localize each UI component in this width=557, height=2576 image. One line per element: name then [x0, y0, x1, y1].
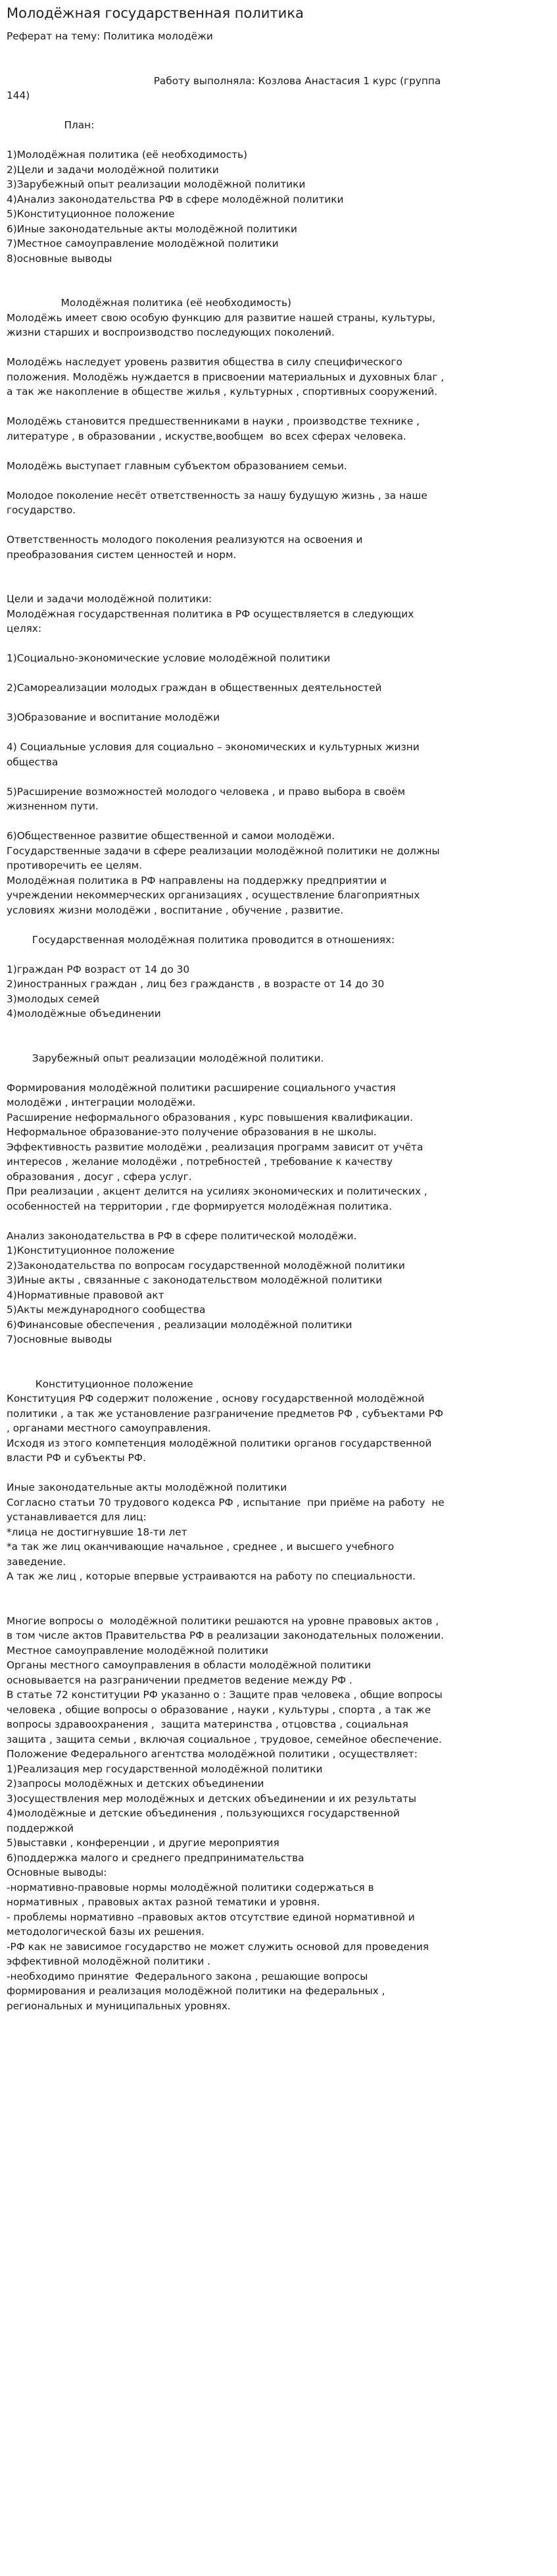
text-line: Молодёжь наследует уровень развития общества в силу специфического: [7, 356, 402, 368]
blank-line: [7, 577, 550, 592]
text-line: человека , общие вопросы о образование , науки , культуры , спорта , а так же: [7, 1703, 431, 1716]
text-line: положения. Молодёжь нуждается в присвоении материальных и духовных благ ,: [7, 371, 445, 383]
text-line: 5)Конституционное положение: [7, 208, 175, 220]
text-line: 3)Образование и воспитание молодёжи: [7, 711, 220, 723]
blank-line: [7, 473, 550, 488]
text-line: Молодёжь имеет свою особую функцию для развитие нашей страны, культуры,: [7, 311, 435, 324]
text-line: учреждении некоммерческих организациях , осуществление благоприятных: [7, 889, 420, 901]
text-line: Зарубежный опыт реализации молодёжной политики.: [7, 1052, 324, 1064]
text-line: основывается на разграничении предметов ведение между РФ .: [7, 1674, 352, 1686]
text-line: -РФ как не зависимое государство не может служить основой для проведения: [7, 1940, 429, 1953]
text-line: а так же накопление в обществе жилья , культурных , спортивных сооружений.: [7, 386, 438, 398]
text-line: Эффективность развитие молодёжи , реализация программ зависит от учёта: [7, 1141, 424, 1153]
text-line: Местное самоуправление молодёжной политики: [7, 1644, 268, 1657]
text-line: План:: [7, 119, 95, 131]
text-line: Ответственность молодого поколения реализуются на освоения и: [7, 534, 363, 546]
text-line: 3)Зарубежный опыт реализации молодёжной политики: [7, 178, 306, 190]
text-line: 1)Реализация мер государственной молодёжной политики: [7, 1763, 323, 1775]
text-line: 2)Самореализации молодых граждан в общественных деятельностей: [7, 682, 382, 694]
text-line: Государственные задачи в сфере реализации молодёжной политики не должны: [7, 844, 440, 857]
text-line: Расширение неформального образования , курс повышения квалификации.: [7, 1111, 413, 1123]
text-line: -необходимо принятие Федерального закона , решающие вопросы: [7, 1970, 368, 1982]
text-line: 5)выставки , конференции , и другие мероприятия: [7, 1837, 279, 1849]
text-line: 1)Конституционное положение: [7, 1245, 175, 1256]
blank-line: [7, 59, 550, 74]
text-line: Положение Федерального агентства молодёжной политики , осуществляет:: [7, 1748, 418, 1760]
blank-line: [7, 266, 550, 281]
text-line: Молодёжная политика (её необходимость): [7, 297, 291, 309]
text-line: 4)Анализ законодательства РФ в сфере молодёжной политики: [7, 193, 344, 205]
text-line: 1)Молодёжная политика (её необходимость): [7, 149, 247, 161]
text-line: 6)Иные законодательные акты молодёжной политики: [7, 222, 297, 235]
text-line: 1)Социально-экономические условие молодёжной политики: [7, 652, 331, 664]
text-line: 6)Финансовые обеспечения , реализации молодёжной политики: [7, 1318, 352, 1331]
text-line: Органы местного самоуправления в области молодёжной политики: [7, 1659, 372, 1671]
text-line: 2)Цели и задачи молодёжной политики: [7, 163, 219, 176]
blank-line: [7, 636, 550, 652]
blank-line: [7, 1347, 550, 1362]
text-line: условиях жизни молодёжи , воспитание , обучение , развитие.: [7, 904, 344, 916]
text-line: 4)молодёжные объединении: [7, 1008, 161, 1019]
blank-line: [7, 725, 550, 740]
blank-line: [7, 133, 550, 148]
text-line: *а так же лиц оканчивающие начальное , среднее , и высшего учебного: [7, 1541, 395, 1553]
text-line: вопросы здравоохранения , защита материнства , отцовства , социальная: [7, 1718, 408, 1730]
text-line: Молодёжная государственная политика в РФ осуществляется в следующих: [7, 607, 414, 620]
text-line: Цели и задачи молодёжной политики:: [7, 593, 212, 605]
text-line: региональных и муниципальных уровнях.: [7, 1999, 231, 2012]
text-line: власти РФ и субъекты РФ.: [7, 1452, 146, 1464]
blank-line: [7, 340, 550, 355]
text-line: эффективной молодёжной политики .: [7, 1955, 211, 1967]
blank-line: [7, 917, 550, 933]
text-line: 7)Местное самоуправление молодёжной политики: [7, 238, 279, 249]
text-line: государство.: [7, 504, 76, 516]
text-line: преобразования систем ценностей и норм.: [7, 548, 237, 561]
text-line: Молодёжь становится предшественниками в науки , производстве технике ,: [7, 415, 420, 427]
text-line: жизни старших и воспроизводство последующих поколений.: [7, 326, 335, 338]
text-line: 3)Иные акты , связанные с законодательством молодёжной политики: [7, 1274, 383, 1286]
text-line: 4)молодёжные и детские объединения , пользующихся государственной: [7, 1807, 400, 1819]
blank-line: [7, 399, 550, 415]
text-line: *лица не достигнувшие 18-ти лет: [7, 1526, 187, 1538]
text-line: целях:: [7, 623, 42, 634]
text-line: А так же лиц , которые впервые устраиваются на работу по специальности.: [7, 1570, 416, 1582]
text-line: При реализации , акцент делится на усилиях экономических и политических ,: [7, 1185, 427, 1197]
text-line: общества: [7, 756, 59, 768]
text-line: формирования и реализация молодёжной политики на федеральных ,: [7, 1985, 385, 1997]
text-line: интересов , желание молодёжи , потребностей , требование к качеству: [7, 1156, 393, 1168]
text-line: Конституционное положение: [7, 1378, 193, 1390]
text-line: Государственная молодёжная политика проводится в отношениях:: [7, 933, 395, 946]
text-line: Конституция РФ содержит положение , основу государственной молодёжной: [7, 1393, 425, 1404]
text-line: 5)Акты международного сообщества: [7, 1304, 206, 1316]
text-line: 2)иностранных граждан , лиц без гражданств , в возрасте от 14 до 30: [7, 978, 385, 990]
text-line: - проблемы нормативно –правовых актов отсутствие единой нормативной и: [7, 1911, 415, 1923]
text-line: образования , досуг , сфера услуг.: [7, 1170, 192, 1183]
text-line: Реферат на тему: Политика молодёжи: [7, 30, 213, 42]
blank-line: [7, 1599, 550, 1614]
blank-line: [7, 1362, 550, 1377]
text-line: Неформальное образование-это получение образования в не школы.: [7, 1126, 377, 1138]
blank-line: [7, 814, 550, 829]
text-line: 5)Расширение возможностей молодого человека , и право выбора в своём: [7, 785, 406, 798]
text-line: 3)молодых семей: [7, 992, 100, 1005]
blank-line: [7, 696, 550, 711]
blank-line: [7, 1036, 550, 1051]
text-line: Многие вопросы о молодёжной политики решаются на уровне правовых актов ,: [7, 1614, 439, 1627]
text-line: в том числе актов Правительства РФ в реализации законодательных положении.: [7, 1630, 444, 1641]
blank-line: [7, 518, 550, 533]
blank-line: [7, 1466, 550, 1481]
text-line: 2)Законодательства по вопросам государственной молодёжной политики: [7, 1259, 405, 1272]
text-line: политики , а так же установление разграничение предметов РФ , субъектами РФ: [7, 1407, 444, 1420]
text-line: методологической базы их решения.: [7, 1926, 205, 1938]
text-line: 3)осуществления мер молодёжных и детских объединении и их результаты: [7, 1792, 417, 1805]
blank-line: [7, 666, 550, 681]
text-line: Основные выводы:: [7, 1867, 107, 1878]
text-line: молодёжи , интеграции молодёжи.: [7, 1096, 196, 1108]
blank-line: [7, 103, 550, 118]
text-line: Работу выполняла: Козлова Анастасия 1 курс (группа: [7, 74, 441, 87]
text-line: В статье 72 конституции РФ указанно о : Защите прав человека , общие вопросы: [7, 1689, 443, 1701]
text-line: Анализ законодательства в РФ в сфере политической молодёжи.: [7, 1229, 357, 1242]
text-line: защита , защита семьи , включая социальное , трудовое, семейное обеспечение.: [7, 1733, 442, 1745]
text-line: 4)Нормативные правовой акт: [7, 1289, 164, 1301]
text-line: 2)запросы молодёжных и детских объединении: [7, 1778, 264, 1790]
text-line: особенностей на территории , где формируется молодёжная политика.: [7, 1200, 392, 1212]
text-line: 6)поддержка малого и среднего предпринимательства: [7, 1851, 304, 1864]
text-line: 7)основные выводы: [7, 1333, 112, 1345]
text-line: Молодёжь выступает главным субъектом образованием семьи.: [7, 459, 347, 472]
blank-line: [7, 562, 550, 577]
blank-line: [7, 44, 550, 59]
text-line: устанавливается для лиц:: [7, 1511, 147, 1523]
text-line: Молодёжная политика в РФ направлены на поддержку предприятии и: [7, 874, 387, 887]
text-line: заведение.: [7, 1555, 66, 1568]
blank-line: [7, 1214, 550, 1229]
text-line: противоречить ее целям.: [7, 860, 143, 871]
text-line: жизненном пути.: [7, 800, 99, 812]
text-line: нормативных , правовых актах разной тематики и уровня.: [7, 1896, 320, 1908]
blank-line: [7, 1021, 550, 1037]
text-line: поддержкой: [7, 1822, 74, 1834]
text-line: Молодое поколение несёт ответственность за нашу будущую жизнь , за наше: [7, 489, 427, 502]
blank-line: [7, 947, 550, 962]
blank-line: [7, 1584, 550, 1599]
text-line: 144): [7, 90, 30, 101]
text-line: Формирования молодёжной политики расширение социального участия: [7, 1081, 396, 1094]
text-line: 1)граждан РФ возраст от 14 до 30: [7, 963, 190, 975]
blank-line: [7, 444, 550, 459]
text-line: Согласно статьи 70 трудового кодекса РФ , испытание при приёме на работу не: [7, 1496, 445, 1508]
text-line: 8)основные выводы: [7, 252, 112, 265]
blank-line: [7, 769, 550, 785]
document-title: Молодёжная государственная политика: [7, 5, 304, 21]
blank-line: [7, 281, 550, 296]
text-line: Иные законодательные акты молодёжной политики: [7, 1481, 287, 1493]
text-line: 4) Социальные условия для социально – экономических и культурных жизни: [7, 741, 420, 753]
text-line: , органами местного самоуправления.: [7, 1422, 211, 1434]
text-line: -нормативно-правовые нормы молодёжной политики содержаться в: [7, 1881, 374, 1893]
blank-line: [7, 1066, 550, 1081]
text-line: 6)Общественное развитие общественной и самои молодёжи.: [7, 830, 335, 842]
text-line: Исходя из этого компетенция молодёжной политики органов государственной: [7, 1437, 432, 1449]
text-line: литературе , в образовании , искустве,вообщем во всех сферах человека.: [7, 430, 406, 442]
document-body: [7, 29, 550, 2013]
